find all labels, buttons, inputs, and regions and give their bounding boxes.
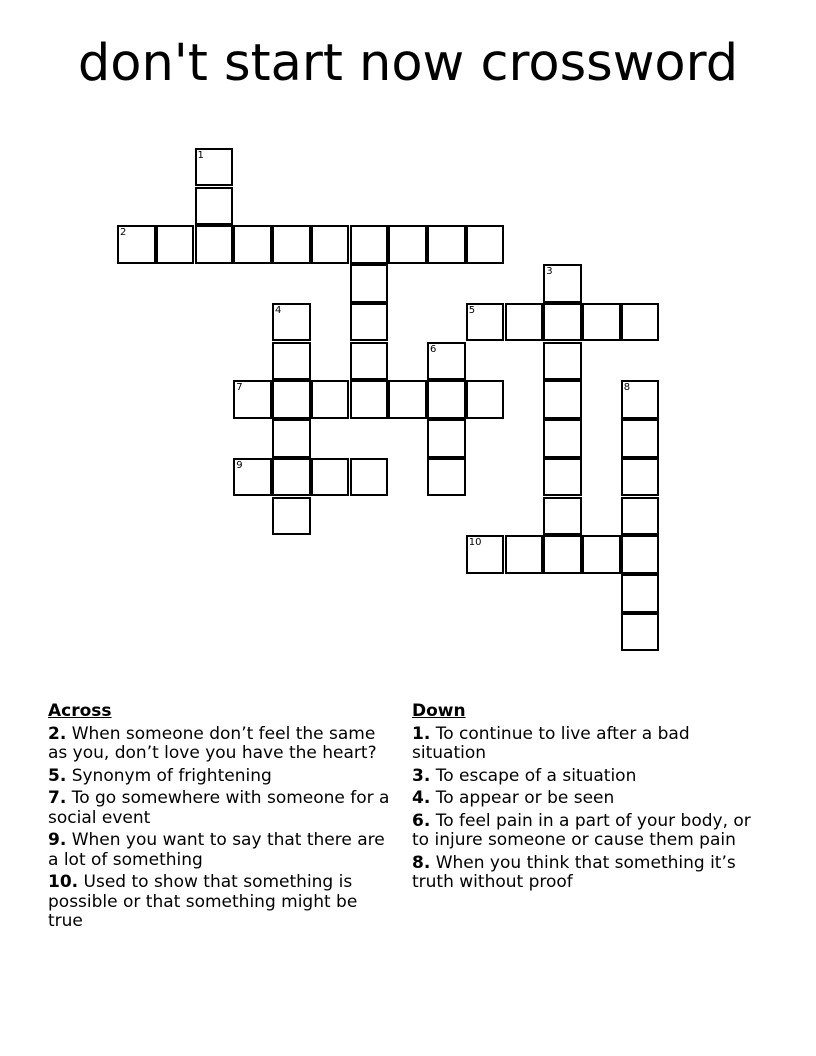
grid-cell[interactable] [543, 380, 582, 419]
grid-cell[interactable] [272, 419, 311, 458]
grid-cell[interactable] [272, 497, 311, 536]
grid-cell[interactable] [233, 225, 272, 264]
grid-cell[interactable] [427, 342, 466, 381]
grid-cell[interactable] [466, 535, 505, 574]
grid-cell[interactable] [582, 535, 621, 574]
clue-number-label: 10. [48, 872, 79, 892]
grid-cell[interactable] [543, 264, 582, 303]
clue-text: When you want to say that there are a lot of something [48, 830, 385, 870]
clue-text: To continue to live after a bad situation [412, 723, 690, 763]
clue-text: Used to show that something is possible or that something might be true [48, 872, 358, 931]
grid-cell[interactable] [388, 225, 427, 264]
grid-cell[interactable] [311, 380, 350, 419]
grid-cell[interactable] [388, 380, 427, 419]
grid-cell[interactable] [505, 303, 544, 342]
clue-number: 7 [236, 382, 243, 394]
grid-cell[interactable] [427, 380, 466, 419]
clue-text: To escape of a situation [435, 765, 637, 786]
grid-cell[interactable] [621, 574, 660, 613]
grid-cell[interactable] [543, 303, 582, 342]
down-clue [412, 854, 762, 893]
grid-cell[interactable] [311, 225, 350, 264]
clue-number: 5 [468, 304, 476, 316]
grid-cell[interactable] [466, 225, 505, 264]
across-clue [48, 725, 393, 764]
grid-cell[interactable] [621, 458, 660, 497]
clue-text: When someone don’t feel the same as you, don’t love you have the heart? [48, 723, 377, 763]
grid-cell[interactable] [427, 458, 466, 497]
grid-cell[interactable] [621, 613, 660, 652]
grid-cell[interactable] [621, 419, 660, 458]
grid-cell[interactable] [427, 419, 466, 458]
grid-cell[interactable] [466, 303, 505, 342]
grid-cell[interactable] [233, 380, 272, 419]
grid-cell[interactable] [505, 535, 544, 574]
across-clue [48, 789, 393, 828]
across-heading: Across [48, 701, 112, 721]
grid-cell[interactable] [195, 225, 234, 264]
grid-cell[interactable] [621, 380, 660, 419]
clue-text: To appear or be seen [435, 788, 615, 808]
clue-text: To go somewhere with someone for a social event [48, 788, 390, 828]
across-clue [48, 873, 393, 932]
clue-number: 10 [468, 537, 482, 549]
clue-text: Synonym of frightening [71, 765, 272, 786]
grid-cell[interactable] [195, 148, 234, 187]
grid-cell[interactable] [350, 264, 389, 303]
grid-cell[interactable] [272, 303, 311, 342]
across-clues [48, 702, 393, 935]
clue-number-label: 1. [412, 723, 431, 744]
down-heading: Down [412, 701, 466, 721]
grid-cell[interactable] [621, 303, 660, 342]
grid-cell[interactable] [543, 497, 582, 536]
grid-cell[interactable] [543, 419, 582, 458]
across-clue [48, 767, 393, 787]
clue-number-label: 5. [48, 765, 67, 786]
grid-cell[interactable] [233, 458, 272, 497]
grid-cell[interactable] [156, 225, 195, 264]
down-clue [412, 767, 762, 787]
clue-number-label: 9. [48, 830, 67, 850]
clue-number-label: 2. [48, 723, 67, 744]
grid-cell[interactable] [272, 380, 311, 419]
down-clues [412, 702, 762, 896]
grid-cell[interactable] [272, 458, 311, 497]
grid-cell[interactable] [621, 497, 660, 536]
across-clue [48, 831, 393, 870]
grid-cell[interactable] [350, 380, 389, 419]
clue-number: 6 [430, 343, 437, 355]
grid-cell[interactable] [272, 225, 311, 264]
clue-number-label: 7. [48, 788, 67, 808]
grid-cell[interactable] [427, 225, 466, 264]
grid-cell[interactable] [350, 225, 389, 264]
clue-number: 4 [275, 304, 282, 316]
grid-cell[interactable] [350, 303, 389, 342]
grid-cell[interactable] [543, 342, 582, 381]
grid-cell[interactable] [272, 342, 311, 381]
grid-cell[interactable] [350, 458, 389, 497]
grid-cell[interactable] [543, 535, 582, 574]
clue-number: 2 [120, 227, 127, 239]
clue-number-label: 6. [412, 810, 431, 831]
down-clue [412, 812, 762, 851]
clue-number: 1 [197, 149, 204, 161]
clue-text: When you think that something it’s truth without proof [412, 852, 736, 892]
clue-number: 3 [546, 266, 553, 277]
down-clue [412, 789, 762, 809]
clue-number-label: 8. [412, 852, 431, 873]
grid-cell[interactable] [195, 187, 234, 226]
clue-text: To feel pain in a part of your body, or to injure someone or cause them pain [412, 810, 751, 850]
grid-cell[interactable] [466, 380, 505, 419]
clue-number: 8 [623, 382, 631, 394]
grid-cell[interactable] [117, 225, 156, 264]
grid-cell[interactable] [621, 535, 660, 574]
grid-cell[interactable] [350, 342, 389, 381]
grid-cell[interactable] [311, 458, 350, 497]
clue-number-label: 4. [412, 788, 431, 808]
clue-number-label: 3. [412, 765, 431, 786]
grid-cell[interactable] [582, 303, 621, 342]
clue-number: 9 [236, 459, 243, 471]
down-clue [412, 725, 762, 764]
puzzle-title: don't start now crossword [77, 34, 739, 93]
grid-cell[interactable] [543, 458, 582, 497]
